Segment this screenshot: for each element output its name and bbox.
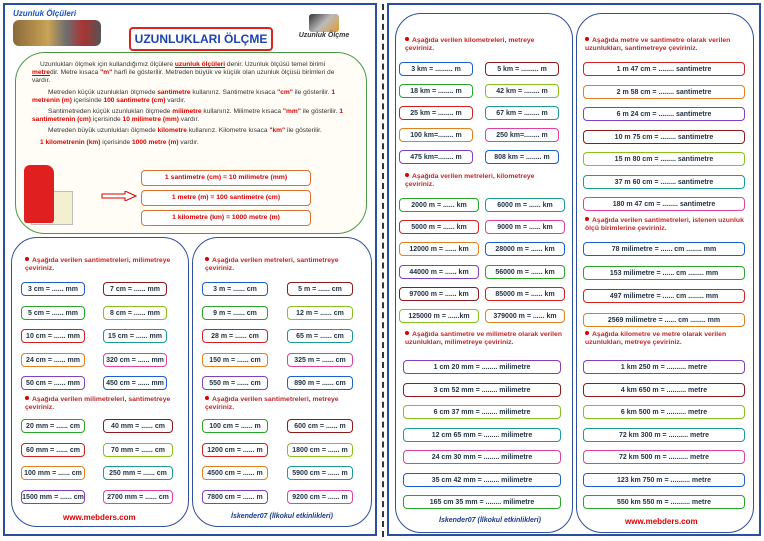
website-link[interactable]: www.mebders.com [63, 513, 136, 522]
exercise-item[interactable]: 100 mm = ...... cm [21, 466, 85, 480]
exercise-item[interactable]: 4500 cm = ...... m [202, 466, 268, 480]
exercise-item[interactable]: 28 m = ...... cm [202, 329, 268, 343]
right-logo [289, 14, 359, 52]
section-title-cm-mm-to-mm: Aşağıda santimetre ve milimetre olarak verilen uzunlukları, milimetreye çeviriniz. [405, 331, 562, 346]
exercise-item[interactable]: 8 cm = ...... mm [103, 306, 167, 320]
exercise-item[interactable]: 24 cm = ...... mm [21, 353, 85, 367]
relation-m-cm: 1 metre (m) = 100 santimetre (cm) [141, 190, 311, 206]
relation-cm-mm: 1 santimetre (cm) = 10 milimetre (mm) [141, 170, 311, 186]
exercise-item[interactable]: 7800 cm = ...... m [202, 490, 268, 504]
exercise-item[interactable]: 35 cm 42 mm = ........ milimetre [403, 473, 561, 487]
exercise-item[interactable]: 78 milimetre = ...... cm ........ mm [583, 242, 745, 256]
exercise-item[interactable]: 12 cm 65 mm = ........ milimetre [403, 428, 561, 442]
exercise-item[interactable]: 165 cm 35 mm = ........ milimetre [403, 495, 561, 509]
exercise-item[interactable]: 3 m = ...... cm [202, 282, 268, 296]
number-one-illustration [21, 165, 105, 227]
measuring-tools-icon [13, 20, 101, 46]
info-paragraph-3: Santimetreden küçük uzunlukları ölçmede milimetre kullanırız. Milimetre kısaca "mm" ile gösterilir. 1 santimetrenin (cm) içerisinde 10 milimetre (mm) vardır. [32, 108, 344, 124]
exercise-item[interactable]: 320 cm = ...... mm [103, 353, 167, 367]
section-title-km-to-m: Aşağıda verilen kilometreleri, metreye çeviriniz. [405, 37, 535, 52]
exercise-item[interactable]: 550 m = ...... cm [202, 376, 268, 390]
exercise-item[interactable]: 56000 m = ...... km [485, 265, 565, 279]
exercise-item[interactable]: 325 m = ...... cm [287, 353, 353, 367]
bullet-icon [25, 396, 29, 400]
exercise-item[interactable]: 100 km=........ m [399, 128, 473, 142]
exercise-item[interactable]: 65 m = ...... cm [287, 329, 353, 343]
info-paragraph-5: 1 kilometrenin (km) içerisinde 1000 metre (m) vardır. [40, 138, 199, 146]
exercise-item[interactable]: 6 km 500 m = .......... metre [583, 405, 745, 419]
bullet-icon [405, 173, 409, 177]
exercise-item[interactable]: 9200 cm = ...... m [287, 490, 353, 504]
exercise-item[interactable]: 12000 m = ...... km [399, 242, 479, 256]
exercise-item[interactable]: 497 milimetre = ...... cm ........ mm [583, 289, 745, 303]
ruler-icon [309, 14, 339, 32]
exercise-item[interactable]: 15 cm = ...... mm [103, 329, 167, 343]
exercise-item[interactable]: 5 km = ......... m [485, 62, 559, 76]
bullet-icon [25, 257, 29, 261]
exercise-item[interactable]: 1 m 47 cm = ........ santimetre [583, 62, 745, 76]
exercise-item[interactable]: 67 km = ........ m [485, 106, 559, 120]
exercise-item[interactable]: 6000 m = ...... km [485, 198, 565, 212]
left-logo [13, 9, 105, 49]
section-title-cm-to-mm: Aşağıda verilen santimetreleri, milimetreye çeviriniz. [25, 257, 171, 272]
exercise-item[interactable]: 890 m = ...... cm [287, 376, 353, 390]
page-title: UZUNLUKLARI ÖLÇME [129, 27, 273, 51]
exercise-item[interactable]: 28000 m = ...... km [485, 242, 565, 256]
exercise-item[interactable]: 12 m = ...... cm [287, 306, 353, 320]
exercise-item[interactable]: 475 km=........ m [399, 150, 473, 164]
exercise-item[interactable]: 153 milimetre = ...... cm ........ mm [583, 266, 745, 280]
left-logo-caption: Uzunluk Ölçüleri [13, 9, 77, 18]
exercise-item[interactable]: 85000 m = ...... km [485, 287, 565, 301]
info-paragraph-1: Uzunlukları ölçmek için kullandığımız ölçülere uzunluk ölçüleri denir. Uzunluk ölçüsü temel birimi metredir. Metre kısaca "m" harfi ile gösterilir. Metreden büyük ve küçük olan uzunluk ölçüsü birimleri de vardır. [32, 61, 335, 85]
exercise-item[interactable]: 1 km 250 m = .......... metre [583, 360, 745, 374]
bullet-icon [405, 331, 409, 335]
exercise-item[interactable]: 25 km = ........ m [399, 106, 473, 120]
exercise-item[interactable]: 72 km 300 m = .......... metre [583, 428, 745, 442]
exercise-item[interactable]: 5900 cm = ...... m [287, 466, 353, 480]
exercise-item[interactable]: 600 cm = ...... m [287, 419, 353, 433]
exercise-item[interactable]: 1500 mm = ...... cm [21, 490, 85, 504]
exercise-item[interactable]: 123 km 750 m = .......... metre [583, 473, 745, 487]
exercise-item[interactable]: 1 cm 20 mm = ........ milimetre [403, 360, 561, 374]
exercise-item[interactable]: 6 cm 37 mm = ........ milimetre [403, 405, 561, 419]
exercise-item[interactable]: 5 cm = ...... mm [21, 306, 85, 320]
exercise-item[interactable]: 2569 milimetre = ...... cm ........ mm [583, 313, 745, 327]
exercise-item[interactable]: 40 mm = ...... cm [103, 419, 173, 433]
exercise-item[interactable]: 15 m 80 cm = ........ santimetre [583, 152, 745, 166]
exercise-item[interactable]: 50 cm = ...... mm [21, 376, 85, 390]
bullet-icon [405, 37, 409, 41]
exercise-item[interactable]: 2000 m = ...... km [399, 198, 479, 212]
exercise-item[interactable]: 1200 cm = ...... m [202, 443, 268, 457]
exercise-item[interactable]: 60 mm = ...... cm [21, 443, 85, 457]
exercise-item[interactable]: 24 cm 30 mm = ........ milimetre [403, 450, 561, 464]
bullet-icon [205, 257, 209, 261]
bullet-icon [205, 396, 209, 400]
right-page [387, 3, 761, 536]
section-title-m-to-km: Aşağıda verilen metreleri, kilometreye çeviriniz. [405, 173, 535, 188]
exercise-item[interactable]: 100 cm = ...... m [202, 419, 268, 433]
exercise-item[interactable]: 9000 m = ...... km [485, 220, 565, 234]
author-credit: İskender07 (İlkokul etkinlikleri) [231, 513, 333, 520]
relation-km-m: 1 kilometre (km) = 1000 metre (m) [141, 210, 311, 226]
website-link-right[interactable]: www.mebders.com [625, 517, 698, 526]
bullet-icon [585, 217, 589, 221]
right-logo-caption: Uzunluk Ölçme [298, 32, 350, 39]
exercise-item[interactable]: 2700 mm = ...... cm [103, 490, 173, 504]
exercise-item[interactable]: 70 mm = ...... cm [103, 443, 173, 457]
section-title-mm-to-cm-mm: Aşağıda verilen santimetreleri, istenen uzunluk ölçü birimlerine çeviriniz. [585, 217, 744, 232]
section-title-m-cm-to-cm: Aşağıda metre ve santimetre olarak verilen uzunlukları, santimetreye çeviriniz. [585, 37, 731, 52]
exercise-item[interactable]: 4 km 650 m = .......... metre [583, 383, 745, 397]
exercise-item[interactable]: 42 km = ........ m [485, 84, 559, 98]
exercise-item[interactable]: 7 cm = ...... mm [103, 282, 167, 296]
exercise-item[interactable]: 6 m 24 cm = ........ santimetre [583, 107, 745, 121]
exercise-item[interactable]: 250 km=........ m [485, 128, 559, 142]
exercise-item[interactable]: 5000 m = ...... km [399, 220, 479, 234]
exercise-item[interactable]: 379000 m = ...... km [485, 309, 565, 323]
exercise-item[interactable]: 2 m 58 cm = ........ santimetre [583, 85, 745, 99]
info-paragraph-2: Metreden küçük uzunlukları ölçmede santimetre kullanırız. Santimetre kısaca "cm" ile gösterilir. 1 metrenin (m) içerisinde 100 santimetre (cm) vardır. [32, 88, 336, 104]
section-title-mm-to-cm: Aşağıda verilen milimetreleri, santimetreye çeviriniz. [25, 396, 171, 411]
page-divider [382, 4, 384, 537]
exercise-item[interactable]: 20 mm = ...... cm [21, 419, 85, 433]
section-title-m-to-cm: Aşağıda verilen metreleri, santimetreye çeviriniz. [205, 257, 339, 272]
left-page [3, 3, 377, 536]
arrow-right-icon [101, 191, 137, 201]
exercise-item[interactable]: 180 m 47 cm = ........ santimetre [583, 197, 745, 211]
exercise-item[interactable]: 125000 m = ......km [399, 309, 479, 323]
exercise-item[interactable]: 250 mm = ...... cm [103, 466, 173, 480]
exercise-item[interactable]: 97000 m = ...... km [399, 287, 479, 301]
exercise-item[interactable]: 10 cm = ...... mm [21, 329, 85, 343]
bullet-icon [585, 37, 589, 41]
exercise-item[interactable]: 550 km 550 m = .......... metre [583, 495, 745, 509]
exercise-item[interactable]: 10 m 75 cm = ........ santimetre [583, 130, 745, 144]
exercise-item[interactable]: 44000 m = ...... km [399, 265, 479, 279]
exercise-item[interactable]: 150 m = ...... cm [202, 353, 268, 367]
exercise-item[interactable]: 3 km = ......... m [399, 62, 473, 76]
exercise-item[interactable]: 1800 cm = ...... m [287, 443, 353, 457]
exercise-item[interactable]: 9 m = ...... cm [202, 306, 268, 320]
exercise-item[interactable]: 450 cm = ...... mm [103, 376, 167, 390]
section-title-km-m-to-m: Aşağıda kilometre ve metre olarak verilen uzunlukları, metreye çeviriniz. [585, 331, 727, 346]
relation-boxes [141, 170, 311, 230]
exercise-item[interactable]: 72 km 500 m = .......... metre [583, 450, 745, 464]
bullet-icon [585, 331, 589, 335]
exercise-item[interactable]: 3 cm 52 mm = ........ milimetre [403, 383, 561, 397]
exercise-item[interactable]: 18 km = ........ m [399, 84, 473, 98]
section-title-cm-to-m: Aşağıda verilen santimetreleri, metreye çeviriniz. [205, 396, 339, 411]
exercise-item[interactable]: 5 m = ...... cm [287, 282, 353, 296]
exercise-item[interactable]: 808 km = ........ m [485, 150, 559, 164]
exercise-item[interactable]: 37 m 60 cm = ........ santimetre [583, 175, 745, 189]
author-credit-right: İskender07 (İlkokul etkinlikleri) [439, 517, 541, 524]
info-paragraph-4: Metreden büyük uzunlukları ölçmede kilometre kullanırız. Kilometre kısaca "km" ile gösterilir. [48, 127, 322, 135]
exercise-item[interactable]: 3 cm = ...... mm [21, 282, 85, 296]
